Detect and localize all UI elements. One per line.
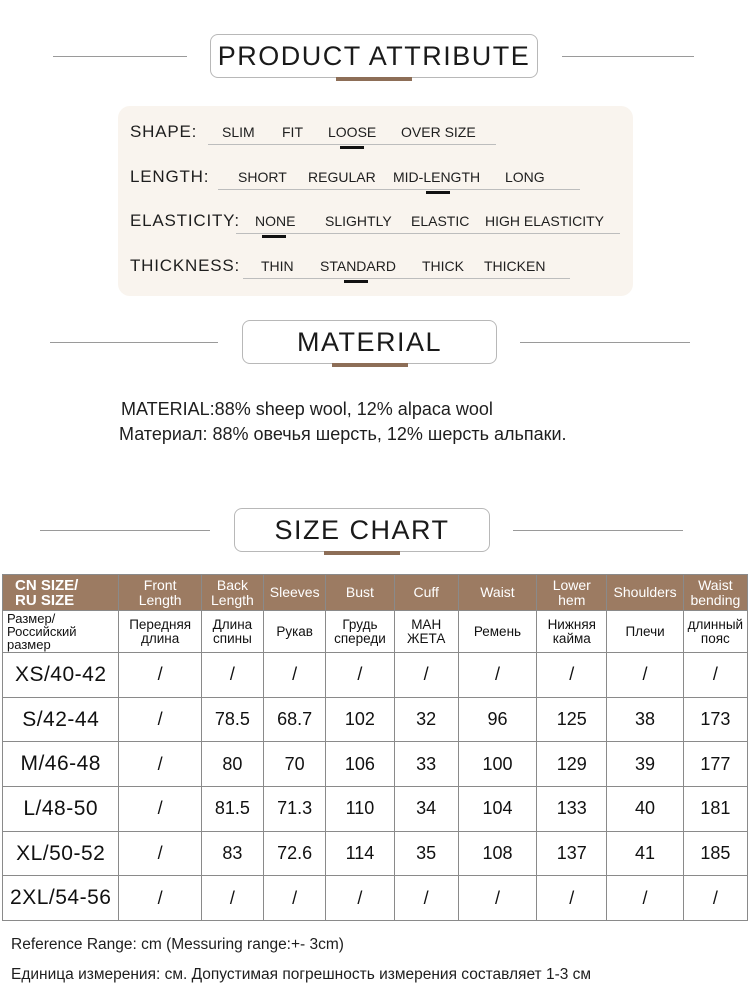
header-row-ru: [3, 611, 748, 653]
table-cell: 40: [607, 787, 683, 832]
table-cell: 70: [264, 742, 326, 787]
column-header: Sleeves: [264, 575, 326, 611]
divider-left: [40, 530, 210, 531]
table-cell: 78.5: [201, 697, 263, 742]
material-header: [0, 320, 750, 364]
table-cell: 181: [683, 787, 747, 832]
table-cell: /: [394, 876, 458, 921]
table-cell: 72.6: [264, 831, 326, 876]
title-accent-bar: [332, 363, 408, 367]
attr-option-selected: MID-LENGTH: [393, 169, 481, 185]
table-cell: 106: [326, 742, 394, 787]
size-label-cell: L/48-50: [3, 787, 119, 832]
material-line-en: MATERIAL:88% sheep wool, 12% alpaca wool: [121, 399, 493, 419]
attr-underline: [243, 278, 570, 279]
table-cell: 137: [537, 831, 607, 876]
table-cell: /: [683, 876, 747, 921]
size-col-header: CN SIZE/ RU SIZE: [3, 575, 119, 611]
attr-label: LENGTH:: [130, 167, 210, 186]
attr-option: SLIM: [222, 124, 255, 140]
table-cell: 41: [607, 831, 683, 876]
table-cell: 71.3: [264, 787, 326, 832]
size-col-header-ru: Размер/ Российский размер: [3, 611, 119, 653]
table-cell: 173: [683, 697, 747, 742]
attr-option: REGULAR: [308, 169, 376, 185]
divider-left: [50, 342, 218, 343]
table-cell: 35: [394, 831, 458, 876]
table-cell: /: [326, 876, 394, 921]
table-cell: 177: [683, 742, 747, 787]
table-cell: /: [119, 742, 201, 787]
attr-option-selected: LOOSE: [328, 124, 377, 140]
divider-right: [562, 56, 694, 57]
attr-option: THIN: [261, 258, 294, 274]
attr-option: LONG: [505, 169, 545, 185]
title-accent-bar: [324, 551, 400, 555]
table-row: [3, 653, 748, 698]
table-cell: 110: [326, 787, 394, 832]
column-header: Front Length: [119, 575, 201, 611]
table-cell: 38: [607, 697, 683, 742]
size-label-cell: 2XL/54-56: [3, 876, 119, 921]
product-attribute-header: [0, 34, 750, 78]
divider-right: [520, 342, 690, 343]
attr-label: ELASTICITY:: [130, 211, 240, 230]
column-header-ru: МАН ЖЕТА: [394, 611, 458, 653]
divider-left: [53, 56, 187, 57]
attr-option: ELASTIC: [411, 213, 470, 229]
attr-row-shape: [118, 122, 633, 152]
table-cell: 81.5: [201, 787, 263, 832]
attr-option: SLIGHTLY: [325, 213, 392, 229]
attr-underline: [236, 233, 620, 234]
attr-row-elasticity: [118, 211, 633, 241]
table-cell: /: [201, 876, 263, 921]
table-cell: 100: [458, 742, 536, 787]
table-cell: 125: [537, 697, 607, 742]
reference-line-en: Reference Range: cm (Messuring range:+- 3cm): [11, 936, 344, 953]
size-label-cell: XS/40-42: [3, 653, 119, 698]
table-row: [3, 697, 748, 742]
selected-marker: [426, 191, 450, 194]
attr-underline: [208, 144, 496, 145]
column-header: Shoulders: [607, 575, 683, 611]
attr-option: SHORT: [238, 169, 287, 185]
table-cell: /: [537, 876, 607, 921]
attr-row-length: [118, 167, 633, 197]
table-cell: 39: [607, 742, 683, 787]
material-title-box: [242, 320, 497, 364]
attr-option: HIGH ELASTICITY: [485, 213, 605, 229]
table-cell: /: [201, 653, 263, 698]
attr-option: FIT: [282, 124, 303, 140]
header-row-en: [3, 575, 748, 611]
selected-marker: [344, 280, 368, 283]
size-label-cell: M/46-48: [3, 742, 119, 787]
column-header-ru: длинный пояс: [683, 611, 747, 653]
table-cell: 68.7: [264, 697, 326, 742]
size-chart-header: [0, 508, 750, 552]
column-header: Lower hem: [537, 575, 607, 611]
column-header-ru: Грудь спереди: [326, 611, 394, 653]
table-cell: 34: [394, 787, 458, 832]
column-header-ru: Нижняя кайма: [537, 611, 607, 653]
column-header-ru: Длина спины: [201, 611, 263, 653]
attr-option: OVER SIZE: [401, 124, 476, 140]
attr-underline: [218, 189, 580, 190]
selected-marker: [340, 146, 364, 149]
size-label-cell: XL/50-52: [3, 831, 119, 876]
table-cell: /: [394, 653, 458, 698]
table-cell: 104: [458, 787, 536, 832]
selected-marker: [262, 235, 286, 238]
column-header-ru: Ремень: [458, 611, 536, 653]
product-attribute-title: PRODUCT ATTRIBUTE: [217, 40, 531, 71]
table-row: [3, 742, 748, 787]
table-cell: /: [264, 876, 326, 921]
product-attribute-title-box: [210, 34, 538, 78]
table-cell: /: [264, 653, 326, 698]
size-label-cell: S/42-44: [3, 697, 119, 742]
table-cell: /: [607, 876, 683, 921]
table-cell: /: [119, 653, 201, 698]
column-header: Cuff: [394, 575, 458, 611]
table-row: [3, 876, 748, 921]
table-cell: 96: [458, 697, 536, 742]
size-chart-title-box: [234, 508, 490, 552]
table-row: [3, 831, 748, 876]
table-cell: /: [119, 787, 201, 832]
attr-row-thickness: [118, 256, 633, 286]
attr-option: THICK: [422, 258, 464, 274]
attr-option-selected: STANDARD: [320, 258, 396, 274]
column-header-ru: Плечи: [607, 611, 683, 653]
table-cell: 129: [537, 742, 607, 787]
size-chart-title: SIZE CHART: [274, 514, 450, 545]
table-row: [3, 787, 748, 832]
material-line-ru: Материал: 88% овечья шерсть, 12% шерсть альпаки.: [119, 424, 567, 444]
table-cell: /: [537, 653, 607, 698]
table-cell: 133: [537, 787, 607, 832]
column-header-ru: Передняя длина: [119, 611, 201, 653]
table-cell: 83: [201, 831, 263, 876]
size-chart-table: [2, 574, 748, 921]
attr-option-selected: NONE: [255, 213, 296, 229]
table-cell: /: [119, 697, 201, 742]
table-cell: 108: [458, 831, 536, 876]
material-title: MATERIAL: [296, 326, 443, 357]
table-cell: 80: [201, 742, 263, 787]
column-header: Waist bending: [683, 575, 747, 611]
attribute-card: [118, 106, 633, 296]
table-cell: /: [458, 653, 536, 698]
table-cell: /: [683, 653, 747, 698]
attr-label: THICKNESS:: [130, 256, 241, 275]
table-cell: 33: [394, 742, 458, 787]
reference-line-ru: Единица измерения: см. Допустимая погрешность измерения составляет 1-3 см: [11, 966, 592, 983]
table-cell: /: [119, 876, 201, 921]
column-header: Waist: [458, 575, 536, 611]
table-cell: /: [607, 653, 683, 698]
table-cell: 114: [326, 831, 394, 876]
column-header-ru: Рукав: [264, 611, 326, 653]
size-chart-body: [3, 653, 748, 921]
divider-right: [513, 530, 683, 531]
attr-option: THICKEN: [484, 258, 546, 274]
table-cell: 185: [683, 831, 747, 876]
title-accent-bar: [336, 77, 412, 81]
column-header: Back Length: [201, 575, 263, 611]
table-cell: 102: [326, 697, 394, 742]
table-cell: /: [119, 831, 201, 876]
table-cell: 32: [394, 697, 458, 742]
attr-label: SHAPE:: [130, 122, 198, 141]
table-cell: /: [326, 653, 394, 698]
table-cell: /: [458, 876, 536, 921]
column-header: Bust: [326, 575, 394, 611]
